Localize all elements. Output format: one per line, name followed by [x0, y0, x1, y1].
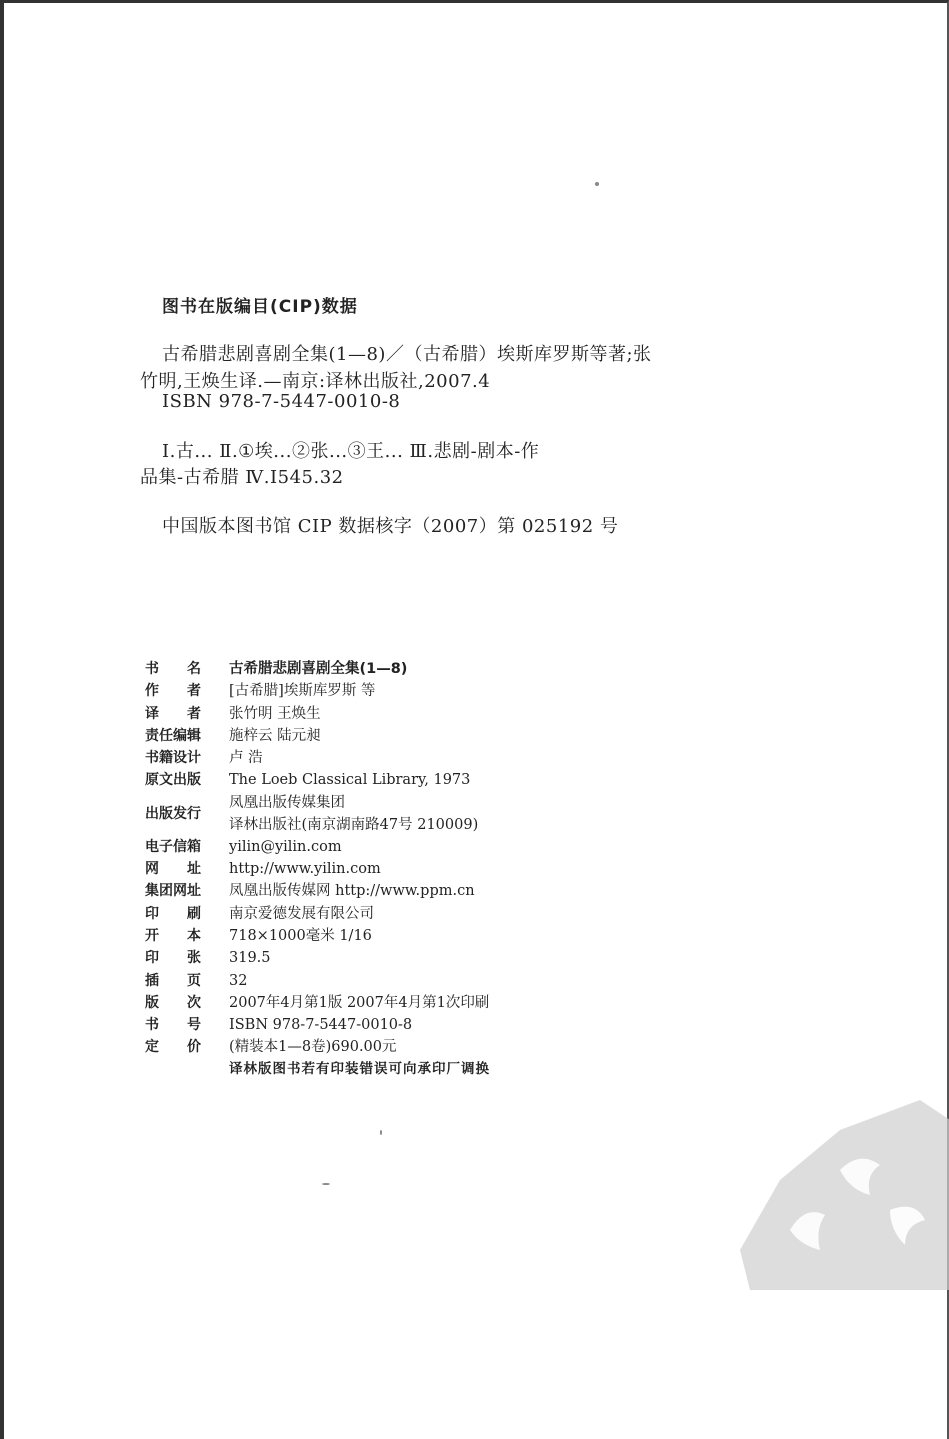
cip-line-title: 古希腊悲剧喜剧全集(1—8)／（古希腊）埃斯库罗斯等著;张 [162, 344, 652, 365]
cip-line-isbn: ISBN 978-7-5447-0010-8 [162, 391, 401, 412]
detail-value-line2: 译林出版社(南京湖南路47号 210009) [229, 816, 479, 833]
detail-value: 319.5 [229, 950, 271, 967]
detail-row-title [145, 658, 665, 680]
detail-label: 印 张 [145, 950, 201, 967]
detail-label: 版 次 [145, 994, 201, 1011]
cip-line-cip-number: 中国版本图书馆 CIP 数据核字（2007）第 025192 号 [162, 516, 619, 537]
detail-value: 张竹明 王焕生 [229, 705, 321, 722]
detail-row-author [145, 680, 665, 702]
publication-details [145, 658, 665, 1059]
scan-speck [322, 1183, 330, 1185]
cip-line-subjects-cont: 品集-古希腊 Ⅳ.I545.32 [140, 467, 344, 488]
scan-speck [380, 1130, 382, 1135]
detail-label: 电子信箱 [145, 838, 201, 855]
detail-value: 凤凰出版传媒网 http://www.ppm.cn [229, 883, 475, 900]
cip-heading: 图书在版编目(CIP)数据 [162, 297, 358, 317]
detail-label: 原文出版 [145, 772, 201, 789]
detail-value: 古希腊悲剧喜剧全集(1—8) [229, 661, 408, 677]
detail-row-plates [145, 970, 665, 992]
detail-row-original [145, 769, 665, 791]
publisher-watermark-logo [720, 1060, 949, 1290]
detail-value: ISBN 978-7-5447-0010-8 [229, 1017, 413, 1034]
detail-value: (精装本1—8卷)690.00元 [229, 1039, 397, 1056]
detail-value: yilin@yilin.com [229, 838, 342, 855]
detail-value [229, 792, 478, 836]
detail-row-printer [145, 903, 665, 925]
detail-label: 作 者 [145, 683, 201, 700]
detail-label: 出版发行 [145, 805, 201, 822]
detail-label: 译 者 [145, 705, 201, 722]
detail-row-translator [145, 703, 665, 725]
detail-row-format [145, 925, 665, 947]
detail-row-website [145, 858, 665, 880]
detail-value: 2007年4月第1版 2007年4月第1次印刷 [229, 994, 490, 1011]
detail-row-email [145, 836, 665, 858]
detail-value: [古希腊]埃斯库罗斯 等 [229, 683, 376, 700]
detail-value: http://www.yilin.com [229, 861, 381, 878]
detail-value-line1: 凤凰出版传媒集团 [229, 794, 345, 811]
detail-label: 网 址 [145, 861, 201, 878]
detail-label: 开 本 [145, 927, 201, 944]
detail-label: 书籍设计 [145, 750, 201, 767]
cip-line-subjects: Ⅰ.古... Ⅱ.①埃...②张...③王... Ⅲ.悲剧-剧本-作 [162, 441, 540, 462]
detail-value: 32 [229, 972, 248, 989]
detail-row-group-website [145, 880, 665, 902]
detail-label: 书 名 [145, 661, 201, 677]
detail-row-price [145, 1036, 665, 1058]
detail-row-editor [145, 725, 665, 747]
detail-value: The Loeb Classical Library, 1973 [229, 772, 471, 789]
detail-row-edition [145, 992, 665, 1014]
scan-speck [595, 182, 599, 186]
detail-row-isbn [145, 1014, 665, 1036]
detail-value: 卢 浩 [229, 750, 263, 767]
detail-value: 南京爱德发展有限公司 [229, 905, 374, 922]
detail-label: 印 刷 [145, 905, 201, 922]
detail-value: 施梓云 陆元昶 [229, 727, 321, 744]
detail-label: 责任编辑 [145, 727, 201, 744]
detail-row-designer [145, 747, 665, 769]
detail-label: 书 号 [145, 1017, 201, 1034]
cip-line-publisher: 竹明,王焕生译.—南京:译林出版社,2007.4 [140, 371, 491, 392]
replacement-note: 译林版图书若有印装错误可向承印厂调换 [229, 1061, 490, 1077]
detail-label: 集团网址 [145, 883, 201, 900]
detail-label: 插 页 [145, 972, 201, 989]
detail-label: 定 价 [145, 1039, 201, 1056]
detail-row-distributor [145, 792, 665, 836]
detail-row-sheets [145, 947, 665, 969]
detail-value: 718×1000毫米 1/16 [229, 927, 372, 944]
